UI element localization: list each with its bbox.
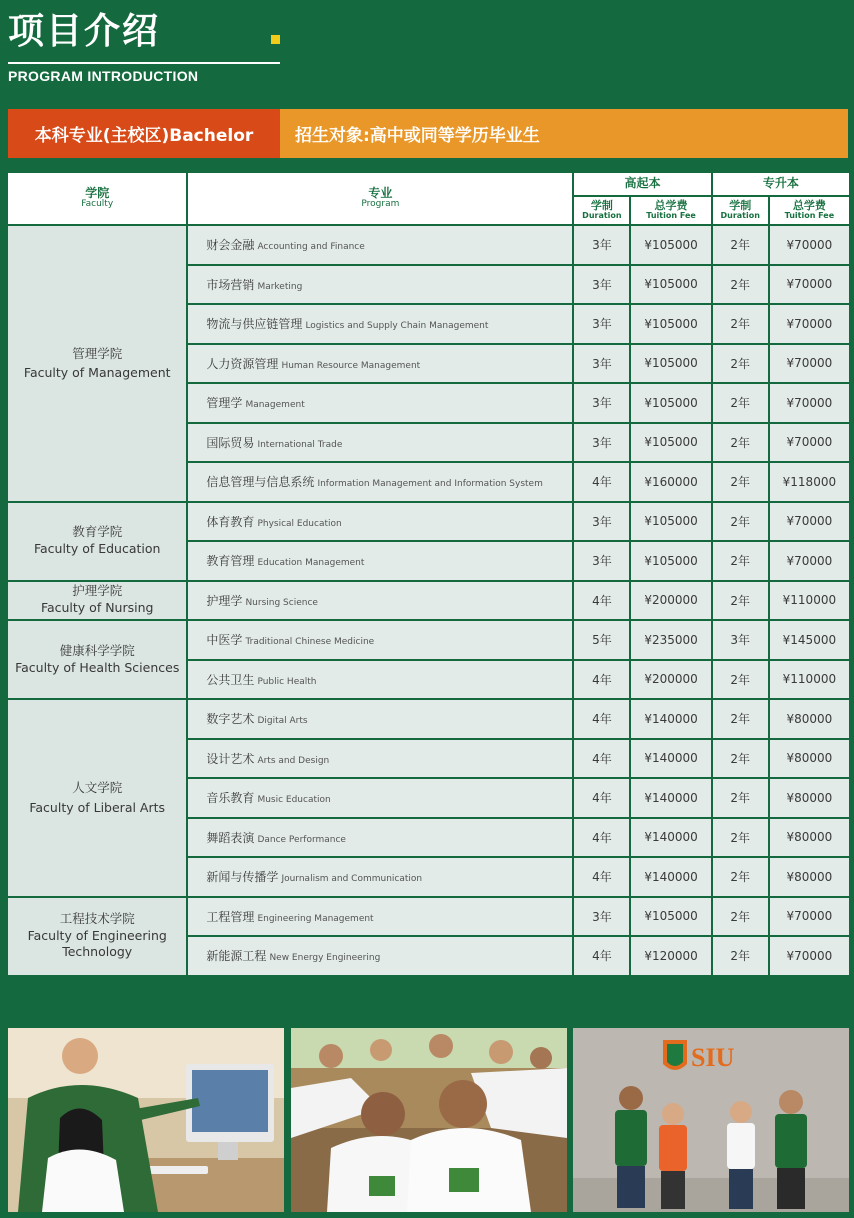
program-cell (188, 384, 572, 422)
page-title: 项目介绍 (8, 11, 161, 52)
zsb-fee-cell: ¥70000 (770, 384, 849, 422)
zsb-duration-cell: 2年 (713, 384, 768, 422)
zsb-duration-cell: 2年 (713, 700, 768, 738)
zsb-duration-cell: 2年 (713, 937, 768, 975)
gqb-fee-cell: ¥105000 (631, 424, 710, 462)
program-name-en: Arts and Design (257, 755, 330, 766)
zsb-fee-cell: ¥80000 (770, 700, 849, 738)
gqb-fee-cell: ¥105000 (631, 384, 710, 422)
gqb-duration-cell: 3年 (574, 898, 629, 936)
zsb-fee-cell: ¥70000 (770, 937, 849, 975)
program-name-cn: 新能源工程 (206, 949, 267, 964)
gqb-fee-cell: ¥140000 (631, 858, 710, 896)
gqb-fee-cell: ¥140000 (631, 700, 710, 738)
gqb-duration-cell: 3年 (574, 226, 629, 264)
program-name-cn: 公共卫生 (206, 672, 255, 687)
gqb-duration-cell: 4年 (574, 937, 629, 975)
table-row (8, 226, 849, 264)
table-row (8, 700, 849, 738)
table-row (8, 621, 849, 659)
program-name-cn: 体育教育 (206, 514, 255, 529)
faculty-name-en: Faculty of Education (33, 541, 161, 556)
zsb-header: 专升本 (713, 173, 849, 195)
siu-logo-text: SIU (691, 1043, 735, 1072)
program-name-en: Human Resource Management (281, 360, 421, 371)
gqb-duration-cell: 4年 (574, 779, 629, 817)
zsb-duration-cell: 2年 (713, 779, 768, 817)
gqb-duration-cell: 4年 (574, 700, 629, 738)
gqb-fee-cell: ¥200000 (631, 582, 710, 620)
gqb-fee-cell: ¥105000 (631, 898, 710, 936)
table-row (8, 503, 849, 541)
program-name-en: Physical Education (257, 518, 342, 529)
gqb-duration-cell: 4年 (574, 661, 629, 699)
zsb-fee-cell: ¥80000 (770, 740, 849, 778)
gqb-fee-cell: ¥105000 (631, 226, 710, 264)
program-cell (188, 582, 572, 620)
zsb-duration-cell: 2年 (713, 898, 768, 936)
faculty-cell (8, 898, 186, 975)
faculty-header (8, 173, 186, 224)
program-cell (188, 700, 572, 738)
gqb-fee-cell: ¥105000 (631, 542, 710, 580)
gqb-duration-cell: 4年 (574, 858, 629, 896)
zsb-duration-cell: 2年 (713, 463, 768, 501)
faculty-name-en: Faculty of Management (23, 365, 171, 381)
faculty-name-en: Faculty of Health Sciences (15, 659, 180, 675)
page-subtitle: PROGRAM INTRODUCTION (8, 68, 199, 84)
gqb-duration-cell: 4年 (574, 463, 629, 501)
program-name-cn: 信息管理与信息系统 (206, 475, 315, 490)
zsb-duration-cell: 2年 (713, 345, 768, 383)
program-cell (188, 740, 572, 778)
zsb-duration-cell: 2年 (713, 226, 768, 264)
program-name-en: Accounting and Finance (257, 242, 365, 253)
title-accent-square (271, 35, 280, 44)
zsb-fee-cell: ¥70000 (770, 424, 849, 462)
program-name-en: New Energy Engineering (269, 953, 381, 964)
zsb-fee-cell: ¥110000 (770, 582, 849, 620)
program-name-en: Traditional Chinese Medicine (245, 637, 375, 648)
gqb-duration-cell: 4年 (574, 740, 629, 778)
gqb-duration-cell: 5年 (574, 621, 629, 659)
faculty-name-cn: 教育学院 (72, 524, 123, 540)
program-cell (188, 858, 572, 896)
program-cell (188, 779, 572, 817)
program-name-en: Dance Performance (257, 834, 346, 845)
program-name-en: Logistics and Supply Chain Management (305, 321, 489, 332)
program-name-en: Digital Arts (257, 716, 308, 727)
zsb-duration-cell: 2年 (713, 740, 768, 778)
program-cell (188, 345, 572, 383)
gqb-duration-cell: 3年 (574, 503, 629, 541)
faculty-cell (8, 503, 186, 580)
faculty-header-en: Faculty (81, 199, 114, 210)
program-name-cn: 音乐教育 (206, 791, 255, 806)
program-cell (188, 266, 572, 304)
faculty-header-cn: 学院 (85, 185, 110, 200)
degree-banner: 本科专业(主校区)Bachelor (8, 109, 280, 158)
zsb-fee-cell: ¥70000 (770, 345, 849, 383)
table-row (8, 898, 849, 936)
program-table (6, 171, 851, 977)
program-name-en: Music Education (257, 795, 331, 806)
zsb-duration-cell: 2年 (713, 424, 768, 462)
program-name-cn: 教育管理 (206, 554, 255, 569)
faculty-name-cn: 管理学院 (72, 345, 123, 361)
program-cell (188, 661, 572, 699)
program-name-en: Information Management and Information System (317, 479, 543, 490)
program-header-en: Program (361, 199, 400, 210)
program-name-en: Marketing (257, 281, 303, 292)
gqb-duration-cell: 3年 (574, 345, 629, 383)
program-name-cn: 工程管理 (206, 909, 255, 924)
program-name-cn: 数字艺术 (206, 712, 255, 727)
gqb-duration-cell: 3年 (574, 542, 629, 580)
admission-banner: 招生对象:高中或同等学历毕业生 (280, 109, 848, 158)
zsb-duration-cell: 2年 (713, 582, 768, 620)
zsb-duration-cell: 2年 (713, 661, 768, 699)
faculty-name-en: Faculty of Liberal Arts (29, 799, 166, 815)
zsb-duration-cell: 2年 (713, 542, 768, 580)
zsb-duration-cell: 2年 (713, 858, 768, 896)
program-name-en: Education Management (257, 558, 365, 569)
program-header (188, 173, 572, 224)
program-name-cn: 新闻与传播学 (206, 870, 279, 885)
program-name-en: Journalism and Communication (281, 874, 423, 885)
faculty-name-en: Faculty of Engineering Technology (27, 927, 167, 960)
zsb-fee-cell: ¥110000 (770, 661, 849, 699)
gqb-fee-cell: ¥105000 (631, 266, 710, 304)
zsb-fee-cell: ¥70000 (770, 226, 849, 264)
zsb-duration-cell: 2年 (713, 503, 768, 541)
gqb-fee-cell: ¥235000 (631, 621, 710, 659)
zsb-fee-cell: ¥80000 (770, 858, 849, 896)
zsb-fee-cell: ¥80000 (770, 819, 849, 857)
program-cell (188, 463, 572, 501)
photo-group (573, 1028, 849, 1212)
gqb-fee-cell: ¥200000 (631, 661, 710, 699)
program-name-cn: 市场营销 (206, 277, 255, 292)
program-name-en: Management (245, 400, 305, 411)
gqb-fee-cell: ¥140000 (631, 819, 710, 857)
program-cell (188, 621, 572, 659)
faculty-name-cn: 护理学院 (72, 583, 123, 599)
program-name-cn: 设计艺术 (206, 751, 255, 766)
program-cell (188, 937, 572, 975)
gqb-duration-cell: 3年 (574, 384, 629, 422)
program-cell (188, 898, 572, 936)
program-cell (188, 542, 572, 580)
faculty-name-cn: 健康科学学院 (59, 642, 135, 658)
program-name-en: Nursing Science (245, 597, 318, 608)
gqb-fee-cell: ¥105000 (631, 345, 710, 383)
faculty-cell (8, 621, 186, 698)
photo-students (291, 1028, 567, 1212)
zsb-fee-cell: ¥118000 (770, 463, 849, 501)
zsb-fee-cell: ¥145000 (770, 621, 849, 659)
program-name-cn: 中医学 (206, 633, 243, 648)
gqb-duration-cell: 4年 (574, 819, 629, 857)
faculty-cell (8, 582, 186, 620)
program-name-en: International Trade (257, 439, 343, 450)
table-row (8, 582, 849, 620)
zsb-fee-cell: ¥70000 (770, 542, 849, 580)
duration-header: 学制 Duration (713, 197, 768, 224)
gqb-duration-cell: 3年 (574, 305, 629, 343)
program-cell (188, 503, 572, 541)
program-header-cn: 专业 (368, 185, 393, 200)
program-name-cn: 管理学 (206, 396, 243, 411)
gqb-duration-cell: 3年 (574, 266, 629, 304)
zsb-duration-cell: 2年 (713, 819, 768, 857)
zsb-fee-cell: ¥70000 (770, 305, 849, 343)
gqb-fee-cell: ¥140000 (631, 740, 710, 778)
zsb-fee-cell: ¥80000 (770, 779, 849, 817)
program-name-cn: 财会金融 (206, 238, 255, 253)
faculty-cell (8, 226, 186, 501)
program-name-cn: 国际贸易 (206, 435, 255, 450)
duration-header: 学制 Duration (574, 197, 629, 224)
fee-header: 总学费 Tuition Fee (770, 197, 849, 224)
faculty-name-cn: 人文学院 (72, 780, 123, 796)
title-underline (8, 62, 280, 64)
zsb-fee-cell: ¥70000 (770, 898, 849, 936)
program-name-en: Engineering Management (257, 913, 374, 924)
gqb-fee-cell: ¥160000 (631, 463, 710, 501)
program-cell (188, 226, 572, 264)
zsb-duration-cell: 3年 (713, 621, 768, 659)
program-cell (188, 819, 572, 857)
gqb-header: 高起本 (574, 173, 710, 195)
program-cell (188, 424, 572, 462)
gqb-duration-cell: 3年 (574, 424, 629, 462)
faculty-name-cn: 工程技术学院 (59, 910, 135, 926)
program-name-cn: 人力资源管理 (206, 356, 279, 371)
gqb-fee-cell: ¥105000 (631, 305, 710, 343)
faculty-name-en: Faculty of Nursing (40, 600, 154, 616)
zsb-fee-cell: ¥70000 (770, 266, 849, 304)
zsb-duration-cell: 2年 (713, 266, 768, 304)
program-name-cn: 护理学 (206, 593, 243, 608)
gqb-duration-cell: 4年 (574, 582, 629, 620)
photo-classroom (8, 1028, 284, 1212)
program-cell (188, 305, 572, 343)
program-name-cn: 舞蹈表演 (206, 830, 255, 845)
program-name-en: Public Health (257, 676, 317, 687)
zsb-duration-cell: 2年 (713, 305, 768, 343)
faculty-cell (8, 700, 186, 896)
gqb-fee-cell: ¥105000 (631, 503, 710, 541)
gqb-fee-cell: ¥120000 (631, 937, 710, 975)
zsb-fee-cell: ¥70000 (770, 503, 849, 541)
gqb-fee-cell: ¥140000 (631, 779, 710, 817)
fee-header: 总学费 Tuition Fee (631, 197, 710, 224)
program-name-cn: 物流与供应链管理 (206, 317, 303, 332)
